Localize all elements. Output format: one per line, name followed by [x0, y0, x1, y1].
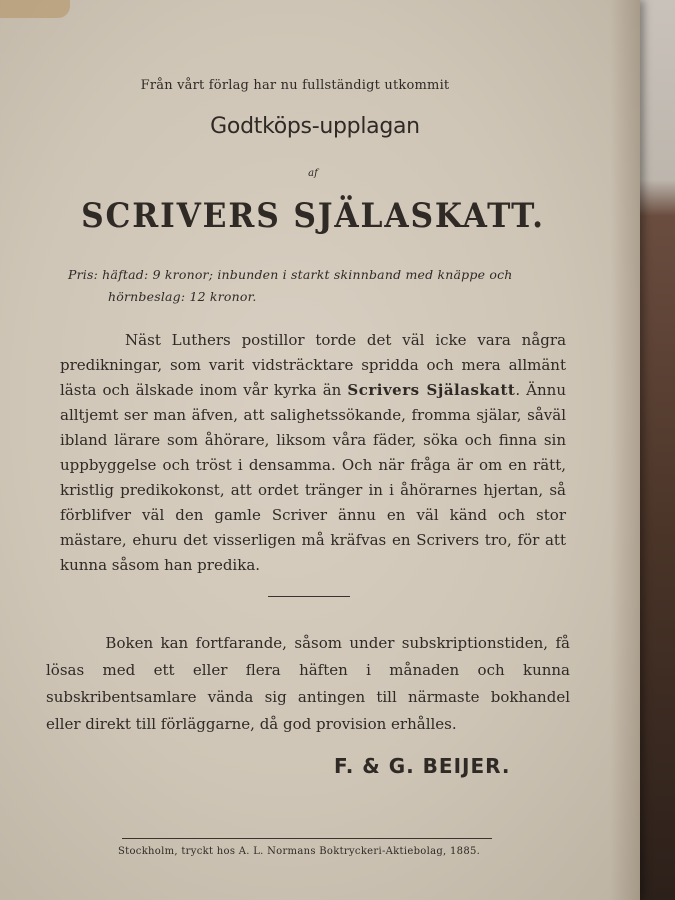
price-note: [68, 264, 568, 308]
footer-divider: [122, 838, 492, 839]
publisher-signature: F. & G. BEIJER.: [334, 754, 511, 778]
section-divider: [268, 596, 350, 597]
af-line: af: [308, 168, 318, 179]
price-line-1: Pris: häftad: 9 kronor; inbunden i starkt skinnband med knäppe och: [68, 267, 513, 282]
paper-stain: [0, 0, 70, 18]
price-line-2: hörnbeslag: 12 kronor.: [108, 289, 257, 304]
edition-heading: Godtköps-upplagan: [210, 114, 420, 139]
intro-line: Från vårt förlag har nu fullständigt utkommit: [140, 78, 450, 93]
book-title: SCRIVERS SJÄLASKATT.: [81, 196, 545, 236]
description-paragraph: [60, 328, 566, 578]
paragraph1-text-a: Näst Luthers postillor torde det väl icke vara några predikningar, som varit vidsträcktare spridda och mera allmänt lästa och älskade inom vår kyrka än: [60, 331, 567, 399]
paragraph1-text-b: . Ännu alltjemt ser man äfven, att salighetssökande, fromma själar, såväl ibland lärare som åhörare, liksom våra fäder, söka och finna sin uppbyggelse och tröst i densamma. Och när fråga är om en rätt, kristlig predikokonst, att ordet tränger in i åhörarnes hjertan, så förblifver väl den gamle Scriver ännu en väl känd och stor mästare, ehuru det visserligen må kräfvas en Scrivers tro, för att kunna såsom han predika.: [60, 381, 566, 574]
subscription-paragraph: [46, 630, 570, 738]
printer-imprint: Stockholm, tryckt hos A. L. Normans Boktryckeri-Aktiebolag, 1885.: [118, 846, 481, 857]
paragraph1-emphasis: Scrivers Själaskatt: [347, 381, 516, 399]
paragraph2-text: Boken kan fortfarande, såsom under subskriptionstiden, få lösas med ett eller flera häften i månaden och kunna subskribentsamlare vända sig antingen till närmaste bokhandel eller direkt till förläggarne, då god provision erhålles.: [46, 634, 570, 733]
